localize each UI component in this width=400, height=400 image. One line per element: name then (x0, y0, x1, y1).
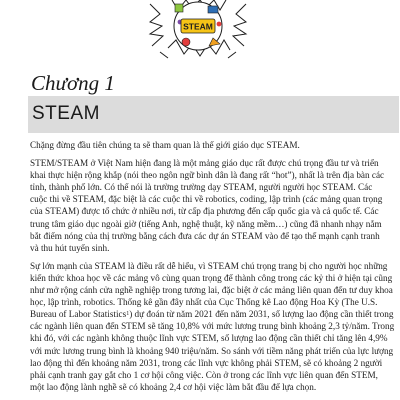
paragraph-line: Chặng đừng đầu tiên chúng ta sẽ tham quan là thế giới giáo dục STEAM. (30, 140, 300, 150)
paragraph-line: phải cạnh tranh gay gắt cho 1 cơ hội công việc. Còn ở trong các lĩnh vực liên quan đến STEM, (30, 369, 378, 380)
paragraph-line-end: ) dự đoán từ năm 2021 đến năm 2031, số lượng lao động cần thiết trong (129, 309, 394, 320)
paragraph-line: tỉnh, thành phố lớn. Có thể nói là trường trường dạy STEAM, người người học STEAM. Các (30, 182, 373, 193)
paragraph-line (30, 308, 400, 320)
paragraph-line: một lao động lành nghề sẽ có khoảng 2,4 cơ hội việc làm bắt đầu để lựa chọn. (30, 381, 317, 392)
paragraph-line: kiến thức khoa học về các mảng vô cùng quan trọng để thành công trong các kỷ thi ở hiện tại cũng (30, 272, 393, 283)
chapter-title: STEAM (32, 103, 100, 124)
paragraph-line: trung tâm giáo dục ngoài giờ (tiếng Anh, nghệ thuật, kỹ năng mềm…) cũng đã nhanh nhạy nắm (30, 218, 382, 229)
paragraph-line: như mở rộng cánh cửa nghề nghiệp trong tương lai, đặc biệt ở các mảng liên quan đến tư duy khoa (30, 285, 393, 296)
chapter-label: Chương 1 (31, 71, 115, 95)
body-text (30, 139, 400, 393)
footnote-marker: 1 (126, 311, 130, 318)
paragraph-line: các ngành liên quan đến STEM sẽ tăng 10,8% với mức lương trung bình khoảng 2,3 tỷ/năm. Trong (30, 321, 395, 332)
paragraph-line: STEM/STEAM ở Việt Nam hiện đang là một mảng giáo dục rất được chú trọng đầu tư và triển (30, 158, 379, 169)
paragraph-line: với mức lương trung bình là khoảng 940 triệu/năm. So sánh với tiềm năng phát triển của lực lượng (30, 345, 394, 356)
paragraph-line-start: Bureau of Labor Statistics (30, 309, 127, 320)
paragraph-line: học, lập trình, robotics. Thống kê gần đây nhất của Cục Thống kê Lao động Hoa Kỳ (The U.S. (30, 297, 378, 308)
paragraph-line: lao động thì đến khoảng năm 2031, trong các lĩnh vực không phải STEM, sẽ có khoảng 2 người (30, 357, 383, 368)
paragraph-line: và thu hút tuyển sinh. (30, 242, 110, 253)
paragraph-line: khi đó, với các ngành không thuộc lĩnh vực STEM, số lượng lao động cần thiết chỉ tăng lên 4,9% (30, 333, 388, 344)
paragraph-line: bắt điểm nóng của thị trường bằng cách đưa các dự án STEAM vào để tạo thế mạnh cạnh tranh (30, 230, 380, 241)
sun-illustration (0, 0, 400, 62)
paragraph-line: Sự lớn mạnh của STEAM là điều rất dễ hiểu, vì STEAM chú trọng trang bị cho người học những (30, 260, 388, 271)
paragraph-line: cuộc thi về STEAM, đặc biệt là các cuộc thi về robotics, coding, lập trình (các mảng quan trọng (30, 194, 383, 205)
paragraph-line: khai thực hiện rộng khắp (nói theo ngôn ngữ bình dân là đang rất “hot”), nhất là trên địa bàn các (30, 170, 385, 181)
paragraph-line: của STEAM) được tổ chức ở nhiều nơi, từ cấp địa phương đến cấp quốc gia và cả quốc tế. Các (30, 206, 379, 217)
steam-badge-text: STEAM (183, 21, 213, 32)
